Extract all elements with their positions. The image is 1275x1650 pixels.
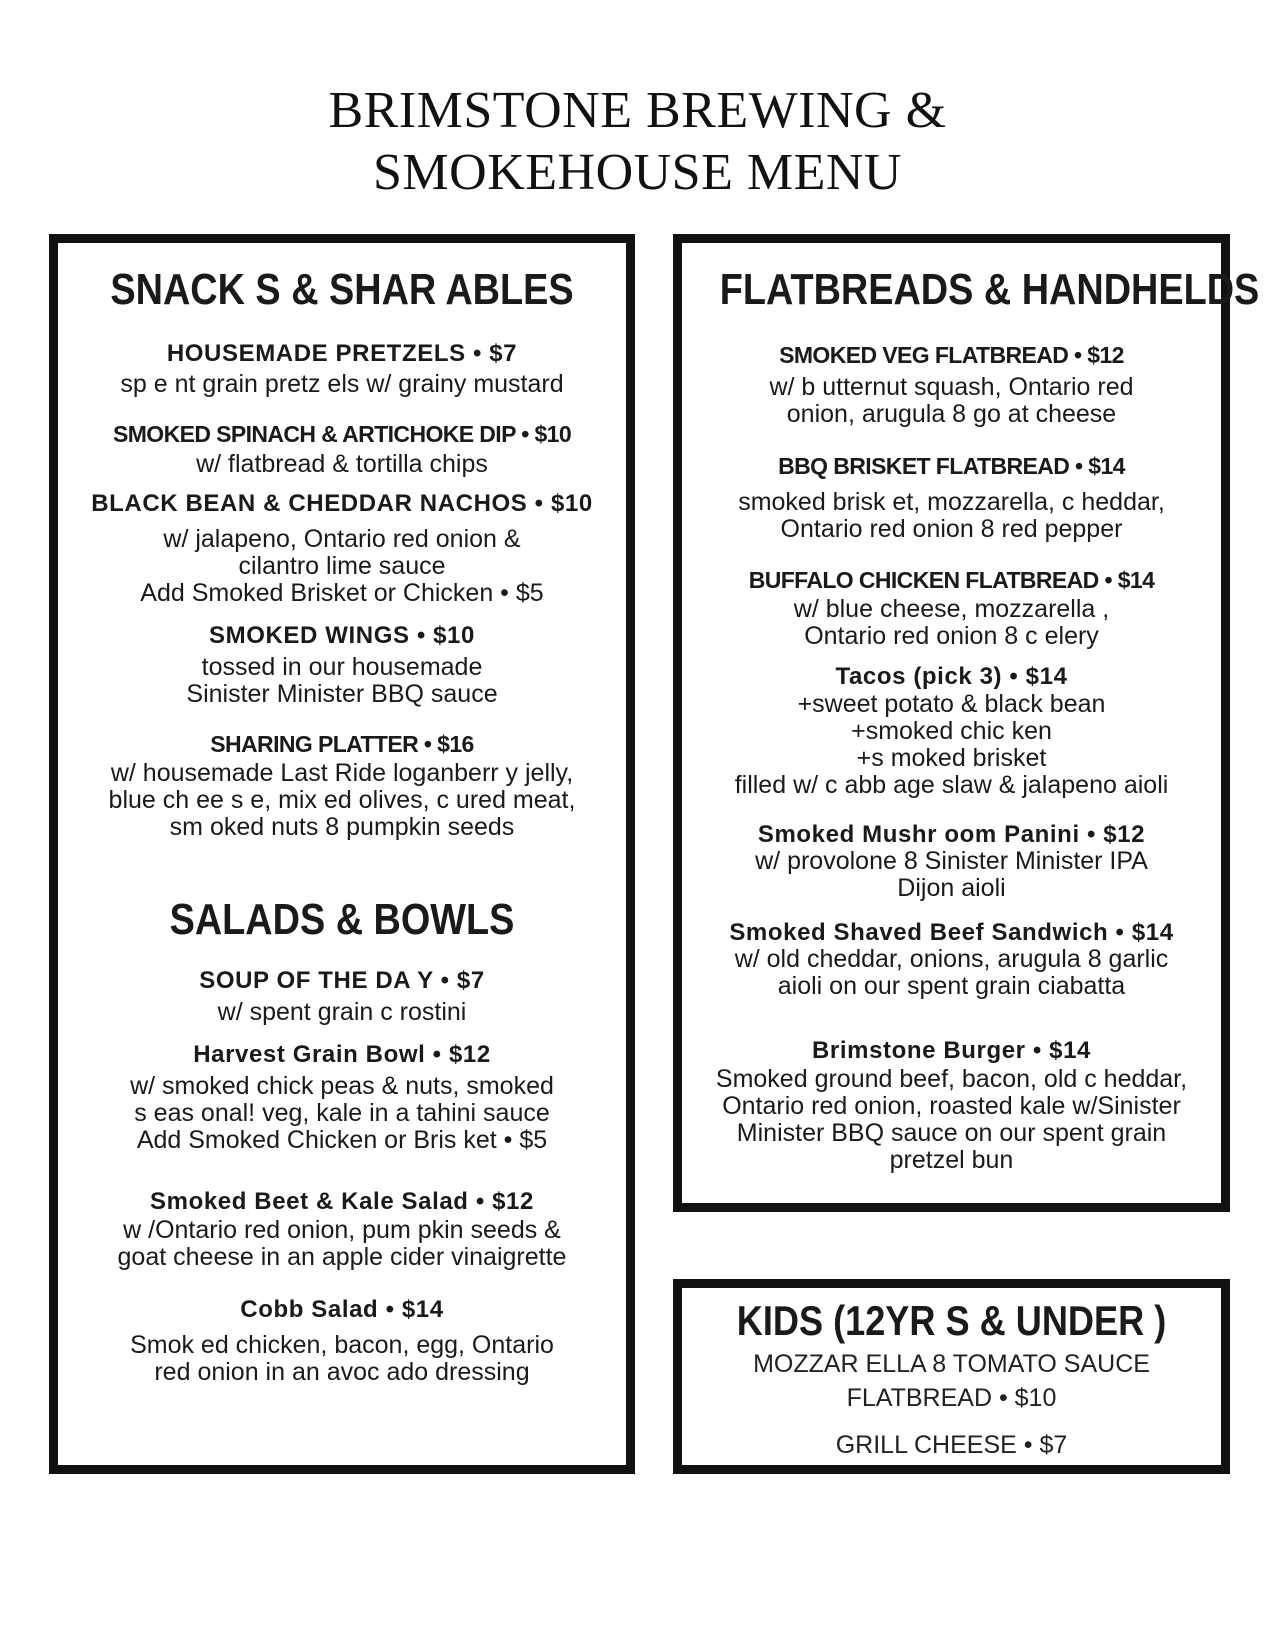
- menu-title: [0, 80, 1275, 204]
- menu-item-name: BLACK BEAN & CHEDDAR NACHOS • $10: [91, 490, 593, 517]
- menu-item-desc: red onion in an avoc ado dressing: [154, 1358, 530, 1386]
- section-title-kids: KIDS (12YR S & UNDER ): [736, 1297, 1167, 1344]
- kids-menu-line: GRILL CHEESE • $7: [835, 1431, 1068, 1459]
- menu-item-desc: tossed in our housemade: [201, 653, 483, 681]
- kids-menu-line: MOZZAR ELLA 8 TOMATO SAUCE: [753, 1350, 1150, 1378]
- menu-item-desc: Ontario red onion 8 red pepper: [780, 515, 1123, 543]
- menu-item-desc: w/ old cheddar, onions, arugula 8 garlic: [734, 945, 1169, 973]
- menu-item-desc: s eas onal! veg, kale in a tahini sauce: [134, 1099, 550, 1127]
- menu-item-desc: w/ blue cheese, mozzarella ,: [793, 595, 1110, 623]
- menu-item-desc: Minister BBQ sauce on our spent grain: [736, 1119, 1167, 1147]
- menu-item-desc: Add Smoked Chicken or Bris ket • $5: [136, 1126, 548, 1154]
- menu-item-desc: cilantro lime sauce: [238, 552, 446, 580]
- menu-item-desc: smoked brisk et, mozzarella, c heddar,: [738, 488, 1165, 516]
- menu-item-name: Harvest Grain Bowl • $12: [193, 1041, 491, 1068]
- menu-item-name: SHARING PLATTER • $16: [210, 731, 474, 757]
- menu-item-desc: w/ provolone 8 Sinister Minister IPA: [755, 847, 1148, 875]
- menu-item-desc: Ontario red onion, roasted kale w/Sinister: [722, 1092, 1181, 1120]
- menu-item-desc: w/ jalapeno, Ontario red onion &: [163, 525, 521, 553]
- menu-item-desc: filled w/ c abb age slaw & jalapeno aioli: [734, 771, 1169, 799]
- menu-item-desc: sp e nt grain pretz els w/ grainy mustard: [120, 370, 564, 398]
- kids-menu-line: FLATBREAD • $10: [846, 1384, 1057, 1412]
- menu-item-name: SMOKED VEG FLATBREAD • $12: [779, 342, 1124, 368]
- menu-item-name: Smoked Shaved Beef Sandwich • $14: [729, 919, 1174, 946]
- menu-item-desc: Smok ed chicken, bacon, egg, Ontario: [130, 1331, 554, 1359]
- menu-item-desc: aioli on our spent grain ciabatta: [777, 972, 1126, 1000]
- menu-item-desc: +s moked brisket: [856, 744, 1047, 772]
- menu-item-desc: Add Smoked Brisket or Chicken • $5: [140, 579, 544, 607]
- menu-item-desc: goat cheese in an apple cider vinaigrette: [117, 1243, 567, 1271]
- menu-item-name: SOUP OF THE DA Y • $7: [199, 967, 485, 994]
- menu-item-desc: w /Ontario red onion, pum pkin seeds &: [123, 1216, 561, 1244]
- section-title-flatbreads: FLATBREADS & HANDHELDS: [719, 265, 1260, 314]
- menu-item-desc: Dijon aioli: [897, 874, 1006, 902]
- menu-item-desc: w/ smoked chick peas & nuts, smoked: [130, 1072, 554, 1100]
- menu-item-desc: w/ b utternut squash, Ontario red: [769, 373, 1134, 401]
- menu-item-desc: onion, arugula 8 go at cheese: [786, 400, 1117, 428]
- menu-item-desc: Sinister Minister BBQ sauce: [186, 680, 498, 708]
- menu-item-name: BUFFALO CHICKEN FLATBREAD • $14: [748, 567, 1155, 593]
- section-title-salads: SALADS & BOWLS: [169, 895, 515, 944]
- menu-item-name: Cobb Salad • $14: [240, 1296, 444, 1323]
- menu-item-name: SMOKED WINGS • $10: [209, 622, 475, 649]
- menu-item-desc: w/ housemade Last Ride loganberr y jelly,: [110, 759, 574, 787]
- kids-menu-panel: [673, 1279, 1230, 1474]
- menu-item-desc: w/ spent grain c rostini: [217, 998, 467, 1026]
- menu-item-name: Tacos (pick 3) • $14: [835, 663, 1068, 690]
- menu-item-desc: Ontario red onion 8 c elery: [804, 622, 1099, 650]
- menu-item-desc: sm oked nuts 8 pumpkin seeds: [169, 813, 515, 841]
- menu-item-desc: w/ flatbread & tortilla chips: [196, 450, 488, 478]
- flatbreads-and-handhelds-panel: [673, 234, 1260, 1212]
- menu-item-name: BBQ BRISKET FLATBREAD • $14: [778, 453, 1125, 479]
- section-title-snacks: SNACK S & SHAR ABLES: [110, 265, 574, 314]
- snacks-and-salads-panel: [49, 234, 635, 1474]
- menu-item-desc: +sweet potato & black bean: [797, 690, 1106, 718]
- menu-item-desc: blue ch ee s e, mix ed olives, c ured meat,: [108, 786, 576, 814]
- menu-item-desc: Smoked ground beef, bacon, old c heddar,: [715, 1065, 1188, 1093]
- menu-title-line-2: SMOKEHOUSE MENU: [373, 144, 902, 201]
- menu-title-line-1: BRIMSTONE BREWING &: [328, 82, 947, 139]
- menu-item-name: Smoked Mushr oom Panini • $12: [757, 821, 1146, 848]
- menu-item-desc: +smoked chic ken: [851, 717, 1052, 745]
- menu-item-name: SMOKED SPINACH & ARTICHOKE DIP • $10: [112, 421, 572, 447]
- menu-item-desc: pretzel bun: [889, 1146, 1014, 1174]
- menu-item-name: HOUSEMADE PRETZELS • $7: [166, 340, 518, 367]
- menu-item-name: Brimstone Burger • $14: [811, 1037, 1092, 1064]
- menu-item-name: Smoked Beet & Kale Salad • $12: [150, 1188, 534, 1215]
